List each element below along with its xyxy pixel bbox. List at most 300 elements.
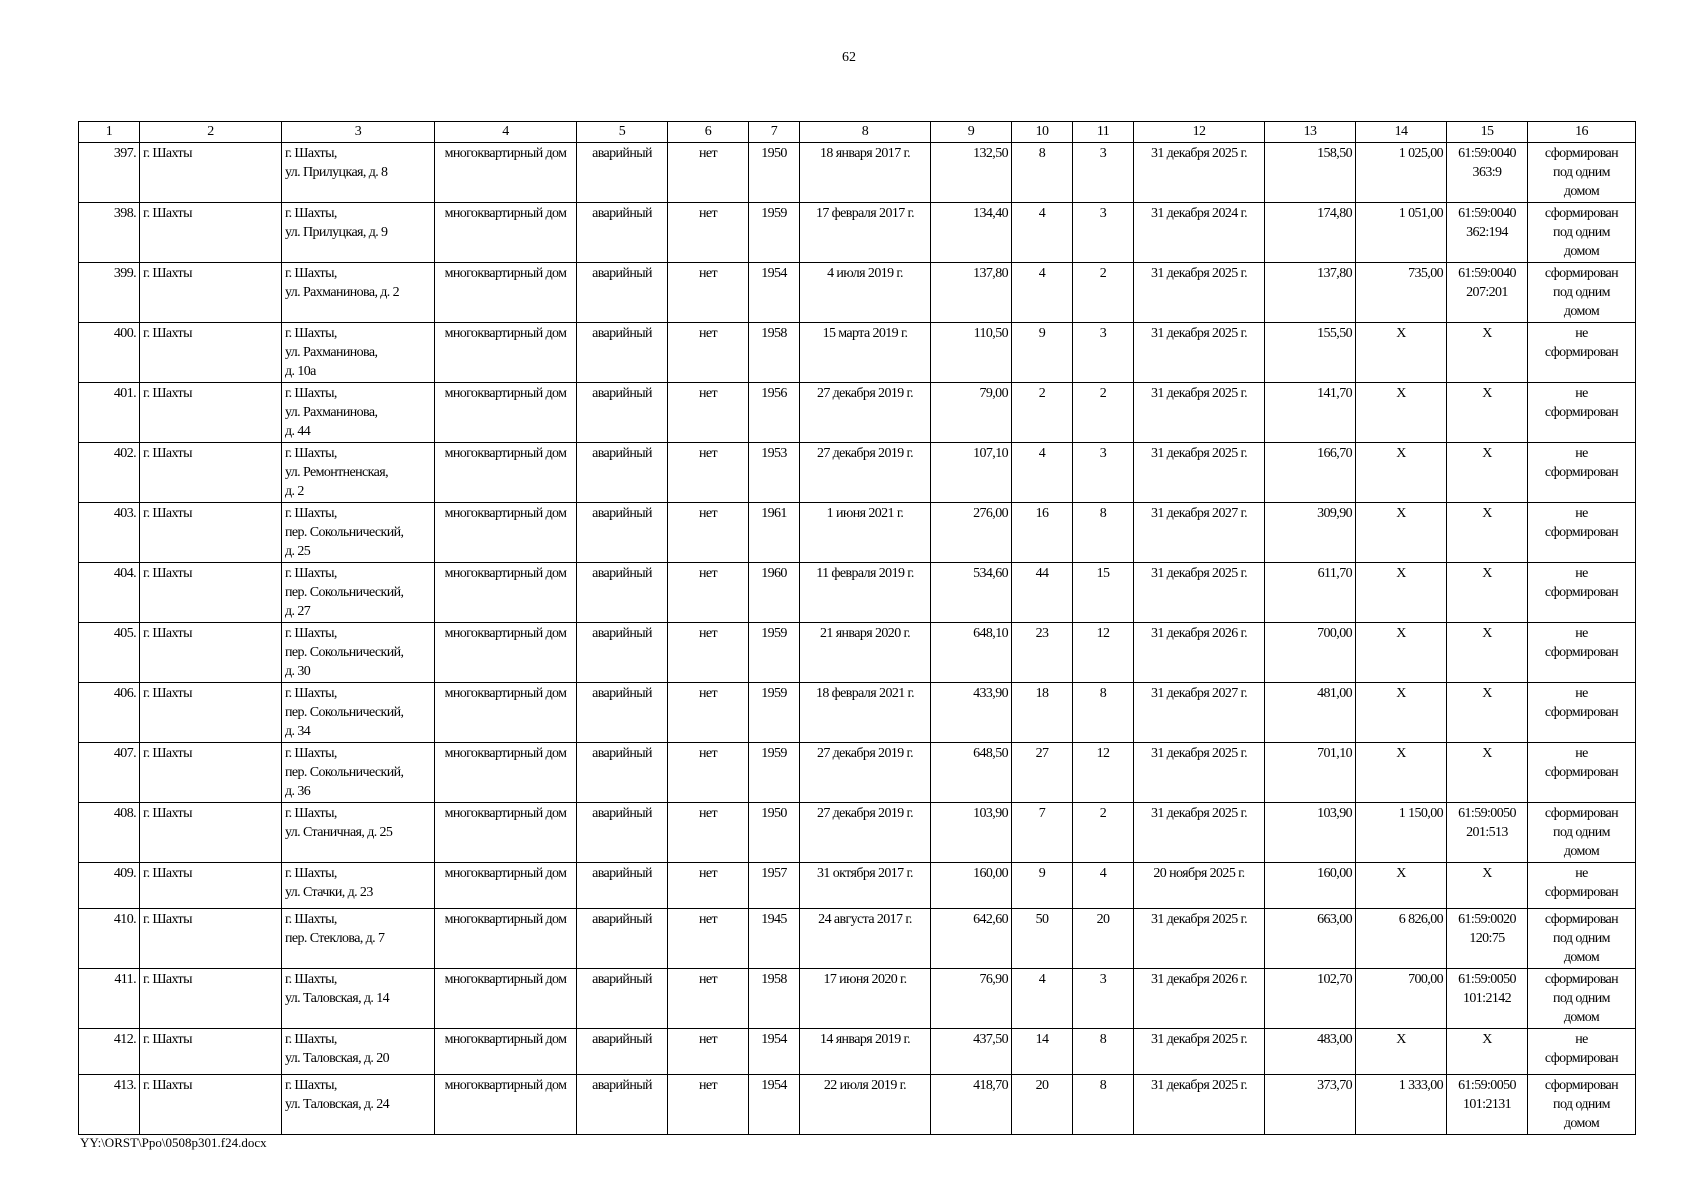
- city-cell: г. Шахты: [140, 143, 282, 203]
- flag-cell: нет: [668, 203, 749, 263]
- flag-cell: нет: [668, 683, 749, 743]
- deadline-cell: 31 декабря 2026 г.: [1134, 623, 1265, 683]
- year-cell: 1959: [749, 623, 800, 683]
- area-cell: 132,50: [931, 143, 1012, 203]
- area-cell: 134,40: [931, 203, 1012, 263]
- condition-cell: аварийный: [577, 503, 668, 563]
- flag-cell: нет: [668, 623, 749, 683]
- column-header: 5: [577, 122, 668, 143]
- table-row: [79, 263, 1636, 323]
- year-cell: 1959: [749, 203, 800, 263]
- condition-cell: аварийный: [577, 909, 668, 969]
- area-cell: 648,50: [931, 743, 1012, 803]
- flag-cell: нет: [668, 1075, 749, 1135]
- row-number: 401.: [79, 383, 140, 443]
- address-cell: г. Шахты, ул. Рахманинова, д. 10а: [282, 323, 435, 383]
- address-cell: г. Шахты, ул. Таловская, д. 24: [282, 1075, 435, 1135]
- column-header: 6: [668, 122, 749, 143]
- residents-cell: 27: [1012, 743, 1073, 803]
- deadline-cell: 20 ноября 2025 г.: [1134, 863, 1265, 909]
- row-number: 412.: [79, 1029, 140, 1075]
- planned-area-cell: 700,00: [1265, 623, 1356, 683]
- residents-cell: 4: [1012, 443, 1073, 503]
- city-cell: г. Шахты: [140, 909, 282, 969]
- condition-cell: аварийный: [577, 383, 668, 443]
- cadastral-number-cell: Х: [1447, 383, 1528, 443]
- units-cell: 3: [1073, 969, 1134, 1029]
- area-cell: 276,00: [931, 503, 1012, 563]
- address-cell: г. Шахты, ул. Рахманинова, д. 2: [282, 263, 435, 323]
- cadastral-number-cell: Х: [1447, 443, 1528, 503]
- deadline-cell: 31 декабря 2025 г.: [1134, 803, 1265, 863]
- flag-cell: нет: [668, 443, 749, 503]
- flag-cell: нет: [668, 803, 749, 863]
- land-status-cell: сформирован под одним домом: [1528, 143, 1636, 203]
- area-cell: 160,00: [931, 863, 1012, 909]
- condition-cell: аварийный: [577, 803, 668, 863]
- city-cell: г. Шахты: [140, 263, 282, 323]
- table-row: [79, 563, 1636, 623]
- deadline-cell: 31 декабря 2024 г.: [1134, 203, 1265, 263]
- recognition-date-cell: 11 февраля 2019 г.: [800, 563, 931, 623]
- building-type-cell: многоквартирный дом: [435, 863, 577, 909]
- city-cell: г. Шахты: [140, 743, 282, 803]
- row-number: 407.: [79, 743, 140, 803]
- recognition-date-cell: 18 января 2017 г.: [800, 143, 931, 203]
- table-row: [79, 803, 1636, 863]
- row-number: 410.: [79, 909, 140, 969]
- column-header: 8: [800, 122, 931, 143]
- year-cell: 1961: [749, 503, 800, 563]
- column-header: 2: [140, 122, 282, 143]
- year-cell: 1950: [749, 803, 800, 863]
- table-row: [79, 503, 1636, 563]
- year-cell: 1959: [749, 743, 800, 803]
- column-header: 11: [1073, 122, 1134, 143]
- address-cell: г. Шахты, ул. Станичная, д. 25: [282, 803, 435, 863]
- condition-cell: аварийный: [577, 743, 668, 803]
- residents-cell: 14: [1012, 1029, 1073, 1075]
- residents-cell: 4: [1012, 203, 1073, 263]
- units-cell: 3: [1073, 323, 1134, 383]
- address-cell: г. Шахты, ул. Рахманинова, д. 44: [282, 383, 435, 443]
- land-status-cell: сформирован под одним домом: [1528, 969, 1636, 1029]
- row-number: 402.: [79, 443, 140, 503]
- recognition-date-cell: 27 декабря 2019 г.: [800, 383, 931, 443]
- land-area-cell: Х: [1356, 1029, 1447, 1075]
- land-area-cell: 1 333,00: [1356, 1075, 1447, 1135]
- land-status-cell: не сформирован: [1528, 743, 1636, 803]
- building-type-cell: многоквартирный дом: [435, 503, 577, 563]
- land-status-cell: сформирован под одним домом: [1528, 203, 1636, 263]
- address-cell: г. Шахты, ул. Таловская, д. 14: [282, 969, 435, 1029]
- residents-cell: 18: [1012, 683, 1073, 743]
- units-cell: 8: [1073, 503, 1134, 563]
- building-type-cell: многоквартирный дом: [435, 383, 577, 443]
- flag-cell: нет: [668, 263, 749, 323]
- units-cell: 3: [1073, 143, 1134, 203]
- column-header: 3: [282, 122, 435, 143]
- planned-area-cell: 155,50: [1265, 323, 1356, 383]
- city-cell: г. Шахты: [140, 563, 282, 623]
- address-cell: г. Шахты, ул. Ремонтненская, д. 2: [282, 443, 435, 503]
- area-cell: 534,60: [931, 563, 1012, 623]
- area-cell: 79,00: [931, 383, 1012, 443]
- deadline-cell: 31 декабря 2027 г.: [1134, 683, 1265, 743]
- residents-cell: 4: [1012, 969, 1073, 1029]
- deadline-cell: 31 декабря 2025 г.: [1134, 383, 1265, 443]
- cadastral-number-cell: Х: [1447, 863, 1528, 909]
- land-status-cell: сформирован под одним домом: [1528, 1075, 1636, 1135]
- city-cell: г. Шахты: [140, 1075, 282, 1135]
- units-cell: 8: [1073, 1029, 1134, 1075]
- city-cell: г. Шахты: [140, 323, 282, 383]
- land-status-cell: не сформирован: [1528, 863, 1636, 909]
- building-type-cell: многоквартирный дом: [435, 803, 577, 863]
- planned-area-cell: 483,00: [1265, 1029, 1356, 1075]
- recognition-date-cell: 27 декабря 2019 г.: [800, 443, 931, 503]
- table-row: [79, 383, 1636, 443]
- area-cell: 648,10: [931, 623, 1012, 683]
- building-type-cell: многоквартирный дом: [435, 263, 577, 323]
- land-area-cell: Х: [1356, 323, 1447, 383]
- housing-registry-table: [78, 121, 1636, 1135]
- row-number: 413.: [79, 1075, 140, 1135]
- row-number: 411.: [79, 969, 140, 1029]
- cadastral-number-cell: 61:59:0040 363:9: [1447, 143, 1528, 203]
- address-cell: г. Шахты, пер. Сокольнический, д. 25: [282, 503, 435, 563]
- address-cell: г. Шахты, ул. Стачки, д. 23: [282, 863, 435, 909]
- residents-cell: 2: [1012, 383, 1073, 443]
- row-number: 403.: [79, 503, 140, 563]
- table-row: [79, 683, 1636, 743]
- condition-cell: аварийный: [577, 1075, 668, 1135]
- condition-cell: аварийный: [577, 203, 668, 263]
- building-type-cell: многоквартирный дом: [435, 563, 577, 623]
- city-cell: г. Шахты: [140, 203, 282, 263]
- planned-area-cell: 611,70: [1265, 563, 1356, 623]
- residents-cell: 9: [1012, 863, 1073, 909]
- cadastral-number-cell: 61:59:0050 101:2142: [1447, 969, 1528, 1029]
- planned-area-cell: 137,80: [1265, 263, 1356, 323]
- area-cell: 76,90: [931, 969, 1012, 1029]
- table-row: [79, 623, 1636, 683]
- land-status-cell: не сформирован: [1528, 383, 1636, 443]
- area-cell: 137,80: [931, 263, 1012, 323]
- area-cell: 107,10: [931, 443, 1012, 503]
- land-area-cell: 1 025,00: [1356, 143, 1447, 203]
- column-header: 9: [931, 122, 1012, 143]
- land-status-cell: не сформирован: [1528, 503, 1636, 563]
- residents-cell: 4: [1012, 263, 1073, 323]
- land-area-cell: 1 150,00: [1356, 803, 1447, 863]
- year-cell: 1953: [749, 443, 800, 503]
- recognition-date-cell: 14 января 2019 г.: [800, 1029, 931, 1075]
- recognition-date-cell: 1 июня 2021 г.: [800, 503, 931, 563]
- year-cell: 1945: [749, 909, 800, 969]
- file-path-footer: YY:\ORST\Ppo\0508p301.f24.docx: [80, 1135, 267, 1150]
- area-cell: 437,50: [931, 1029, 1012, 1075]
- area-cell: 110,50: [931, 323, 1012, 383]
- city-cell: г. Шахты: [140, 623, 282, 683]
- units-cell: 15: [1073, 563, 1134, 623]
- condition-cell: аварийный: [577, 1029, 668, 1075]
- cadastral-number-cell: 61:59:0050 101:2131: [1447, 1075, 1528, 1135]
- flag-cell: нет: [668, 503, 749, 563]
- cadastral-number-cell: Х: [1447, 623, 1528, 683]
- units-cell: 12: [1073, 623, 1134, 683]
- recognition-date-cell: 15 марта 2019 г.: [800, 323, 931, 383]
- units-cell: 8: [1073, 1075, 1134, 1135]
- year-cell: 1954: [749, 1075, 800, 1135]
- header-row: [79, 122, 1636, 143]
- land-area-cell: Х: [1356, 743, 1447, 803]
- column-header: 16: [1528, 122, 1636, 143]
- deadline-cell: 31 декабря 2025 г.: [1134, 563, 1265, 623]
- address-cell: г. Шахты, пер. Сокольнический, д. 30: [282, 623, 435, 683]
- year-cell: 1958: [749, 323, 800, 383]
- deadline-cell: 31 декабря 2025 г.: [1134, 909, 1265, 969]
- city-cell: г. Шахты: [140, 443, 282, 503]
- table-row: [79, 1075, 1636, 1135]
- year-cell: 1956: [749, 383, 800, 443]
- cadastral-number-cell: 61:59:0020 120:75: [1447, 909, 1528, 969]
- address-cell: г. Шахты, ул. Прилуцкая, д. 9: [282, 203, 435, 263]
- column-header: 13: [1265, 122, 1356, 143]
- deadline-cell: 31 декабря 2025 г.: [1134, 1029, 1265, 1075]
- deadline-cell: 31 декабря 2027 г.: [1134, 503, 1265, 563]
- address-cell: г. Шахты, пер. Сокольнический, д. 36: [282, 743, 435, 803]
- land-status-cell: не сформирован: [1528, 1029, 1636, 1075]
- residents-cell: 20: [1012, 1075, 1073, 1135]
- row-number: 409.: [79, 863, 140, 909]
- building-type-cell: многоквартирный дом: [435, 443, 577, 503]
- land-status-cell: сформирован под одним домом: [1528, 263, 1636, 323]
- deadline-cell: 31 декабря 2026 г.: [1134, 969, 1265, 1029]
- units-cell: 4: [1073, 863, 1134, 909]
- building-type-cell: многоквартирный дом: [435, 143, 577, 203]
- units-cell: 12: [1073, 743, 1134, 803]
- condition-cell: аварийный: [577, 683, 668, 743]
- city-cell: г. Шахты: [140, 1029, 282, 1075]
- planned-area-cell: 160,00: [1265, 863, 1356, 909]
- planned-area-cell: 166,70: [1265, 443, 1356, 503]
- condition-cell: аварийный: [577, 969, 668, 1029]
- year-cell: 1960: [749, 563, 800, 623]
- planned-area-cell: 701,10: [1265, 743, 1356, 803]
- planned-area-cell: 309,90: [1265, 503, 1356, 563]
- planned-area-cell: 174,80: [1265, 203, 1356, 263]
- table-row: [79, 443, 1636, 503]
- land-area-cell: Х: [1356, 503, 1447, 563]
- row-number: 408.: [79, 803, 140, 863]
- area-cell: 103,90: [931, 803, 1012, 863]
- residents-cell: 16: [1012, 503, 1073, 563]
- row-number: 400.: [79, 323, 140, 383]
- planned-area-cell: 481,00: [1265, 683, 1356, 743]
- deadline-cell: 31 декабря 2025 г.: [1134, 143, 1265, 203]
- page-number: 62: [842, 50, 856, 65]
- recognition-date-cell: 22 июля 2019 г.: [800, 1075, 931, 1135]
- condition-cell: аварийный: [577, 263, 668, 323]
- deadline-cell: 31 декабря 2025 г.: [1134, 743, 1265, 803]
- table-row: [79, 203, 1636, 263]
- table-row: [79, 863, 1636, 909]
- recognition-date-cell: 27 декабря 2019 г.: [800, 743, 931, 803]
- building-type-cell: многоквартирный дом: [435, 969, 577, 1029]
- table-row: [79, 1029, 1636, 1075]
- row-number: 404.: [79, 563, 140, 623]
- planned-area-cell: 158,50: [1265, 143, 1356, 203]
- land-area-cell: Х: [1356, 443, 1447, 503]
- building-type-cell: многоквартирный дом: [435, 683, 577, 743]
- flag-cell: нет: [668, 969, 749, 1029]
- cadastral-number-cell: Х: [1447, 1029, 1528, 1075]
- residents-cell: 7: [1012, 803, 1073, 863]
- cadastral-number-cell: Х: [1447, 323, 1528, 383]
- condition-cell: аварийный: [577, 563, 668, 623]
- address-cell: г. Шахты, пер. Сокольнический, д. 34: [282, 683, 435, 743]
- land-status-cell: не сформирован: [1528, 563, 1636, 623]
- flag-cell: нет: [668, 563, 749, 623]
- row-number: 397.: [79, 143, 140, 203]
- flag-cell: нет: [668, 383, 749, 443]
- cadastral-number-cell: Х: [1447, 503, 1528, 563]
- row-number: 398.: [79, 203, 140, 263]
- cadastral-number-cell: Х: [1447, 743, 1528, 803]
- address-cell: г. Шахты, ул. Прилуцкая, д. 8: [282, 143, 435, 203]
- year-cell: 1950: [749, 143, 800, 203]
- column-header: 15: [1447, 122, 1528, 143]
- deadline-cell: 31 декабря 2025 г.: [1134, 263, 1265, 323]
- year-cell: 1954: [749, 1029, 800, 1075]
- land-status-cell: сформирован под одним домом: [1528, 909, 1636, 969]
- condition-cell: аварийный: [577, 443, 668, 503]
- condition-cell: аварийный: [577, 143, 668, 203]
- planned-area-cell: 373,70: [1265, 1075, 1356, 1135]
- land-status-cell: не сформирован: [1528, 323, 1636, 383]
- column-header: 1: [79, 122, 140, 143]
- deadline-cell: 31 декабря 2025 г.: [1134, 1075, 1265, 1135]
- land-area-cell: Х: [1356, 383, 1447, 443]
- recognition-date-cell: 17 февраля 2017 г.: [800, 203, 931, 263]
- table-row: [79, 143, 1636, 203]
- area-cell: 433,90: [931, 683, 1012, 743]
- address-cell: г. Шахты, пер. Стеклова, д. 7: [282, 909, 435, 969]
- city-cell: г. Шахты: [140, 383, 282, 443]
- column-header: 14: [1356, 122, 1447, 143]
- row-number: 405.: [79, 623, 140, 683]
- year-cell: 1957: [749, 863, 800, 909]
- area-cell: 642,60: [931, 909, 1012, 969]
- flag-cell: нет: [668, 323, 749, 383]
- units-cell: 3: [1073, 443, 1134, 503]
- cadastral-number-cell: Х: [1447, 683, 1528, 743]
- year-cell: 1954: [749, 263, 800, 323]
- land-status-cell: сформирован под одним домом: [1528, 803, 1636, 863]
- deadline-cell: 31 декабря 2025 г.: [1134, 323, 1265, 383]
- residents-cell: 9: [1012, 323, 1073, 383]
- city-cell: г. Шахты: [140, 863, 282, 909]
- column-header: 7: [749, 122, 800, 143]
- address-cell: г. Шахты, ул. Таловская, д. 20: [282, 1029, 435, 1075]
- land-status-cell: не сформирован: [1528, 443, 1636, 503]
- units-cell: 2: [1073, 803, 1134, 863]
- residents-cell: 23: [1012, 623, 1073, 683]
- units-cell: 2: [1073, 263, 1134, 323]
- row-number: 399.: [79, 263, 140, 323]
- table-row: [79, 969, 1636, 1029]
- planned-area-cell: 141,70: [1265, 383, 1356, 443]
- recognition-date-cell: 24 августа 2017 г.: [800, 909, 931, 969]
- flag-cell: нет: [668, 743, 749, 803]
- land-status-cell: не сформирован: [1528, 683, 1636, 743]
- planned-area-cell: 103,90: [1265, 803, 1356, 863]
- flag-cell: нет: [668, 1029, 749, 1075]
- land-area-cell: Х: [1356, 563, 1447, 623]
- condition-cell: аварийный: [577, 623, 668, 683]
- table-row: [79, 323, 1636, 383]
- recognition-date-cell: 31 октября 2017 г.: [800, 863, 931, 909]
- units-cell: 8: [1073, 683, 1134, 743]
- cadastral-number-cell: 61:59:0040 207:201: [1447, 263, 1528, 323]
- planned-area-cell: 663,00: [1265, 909, 1356, 969]
- deadline-cell: 31 декабря 2025 г.: [1134, 443, 1265, 503]
- units-cell: 3: [1073, 203, 1134, 263]
- address-cell: г. Шахты, пер. Сокольнический, д. 27: [282, 563, 435, 623]
- building-type-cell: многоквартирный дом: [435, 1075, 577, 1135]
- units-cell: 2: [1073, 383, 1134, 443]
- column-header: 12: [1134, 122, 1265, 143]
- residents-cell: 50: [1012, 909, 1073, 969]
- row-number: 406.: [79, 683, 140, 743]
- units-cell: 20: [1073, 909, 1134, 969]
- recognition-date-cell: 17 июня 2020 г.: [800, 969, 931, 1029]
- cadastral-number-cell: Х: [1447, 563, 1528, 623]
- land-area-cell: Х: [1356, 683, 1447, 743]
- residents-cell: 8: [1012, 143, 1073, 203]
- land-area-cell: Х: [1356, 863, 1447, 909]
- cadastral-number-cell: 61:59:0040 362:194: [1447, 203, 1528, 263]
- flag-cell: нет: [668, 863, 749, 909]
- year-cell: 1958: [749, 969, 800, 1029]
- land-area-cell: Х: [1356, 623, 1447, 683]
- building-type-cell: многоквартирный дом: [435, 743, 577, 803]
- recognition-date-cell: 4 июля 2019 г.: [800, 263, 931, 323]
- building-type-cell: многоквартирный дом: [435, 1029, 577, 1075]
- table-row: [79, 909, 1636, 969]
- column-header: 10: [1012, 122, 1073, 143]
- land-status-cell: не сформирован: [1528, 623, 1636, 683]
- cadastral-number-cell: 61:59:0050 201:513: [1447, 803, 1528, 863]
- city-cell: г. Шахты: [140, 683, 282, 743]
- year-cell: 1959: [749, 683, 800, 743]
- land-area-cell: 735,00: [1356, 263, 1447, 323]
- table-row: [79, 743, 1636, 803]
- condition-cell: аварийный: [577, 323, 668, 383]
- recognition-date-cell: 21 января 2020 г.: [800, 623, 931, 683]
- recognition-date-cell: 18 февраля 2021 г.: [800, 683, 931, 743]
- land-area-cell: 1 051,00: [1356, 203, 1447, 263]
- city-cell: г. Шахты: [140, 969, 282, 1029]
- residents-cell: 44: [1012, 563, 1073, 623]
- building-type-cell: многоквартирный дом: [435, 323, 577, 383]
- land-area-cell: 6 826,00: [1356, 909, 1447, 969]
- city-cell: г. Шахты: [140, 503, 282, 563]
- condition-cell: аварийный: [577, 863, 668, 909]
- column-header: 4: [435, 122, 577, 143]
- area-cell: 418,70: [931, 1075, 1012, 1135]
